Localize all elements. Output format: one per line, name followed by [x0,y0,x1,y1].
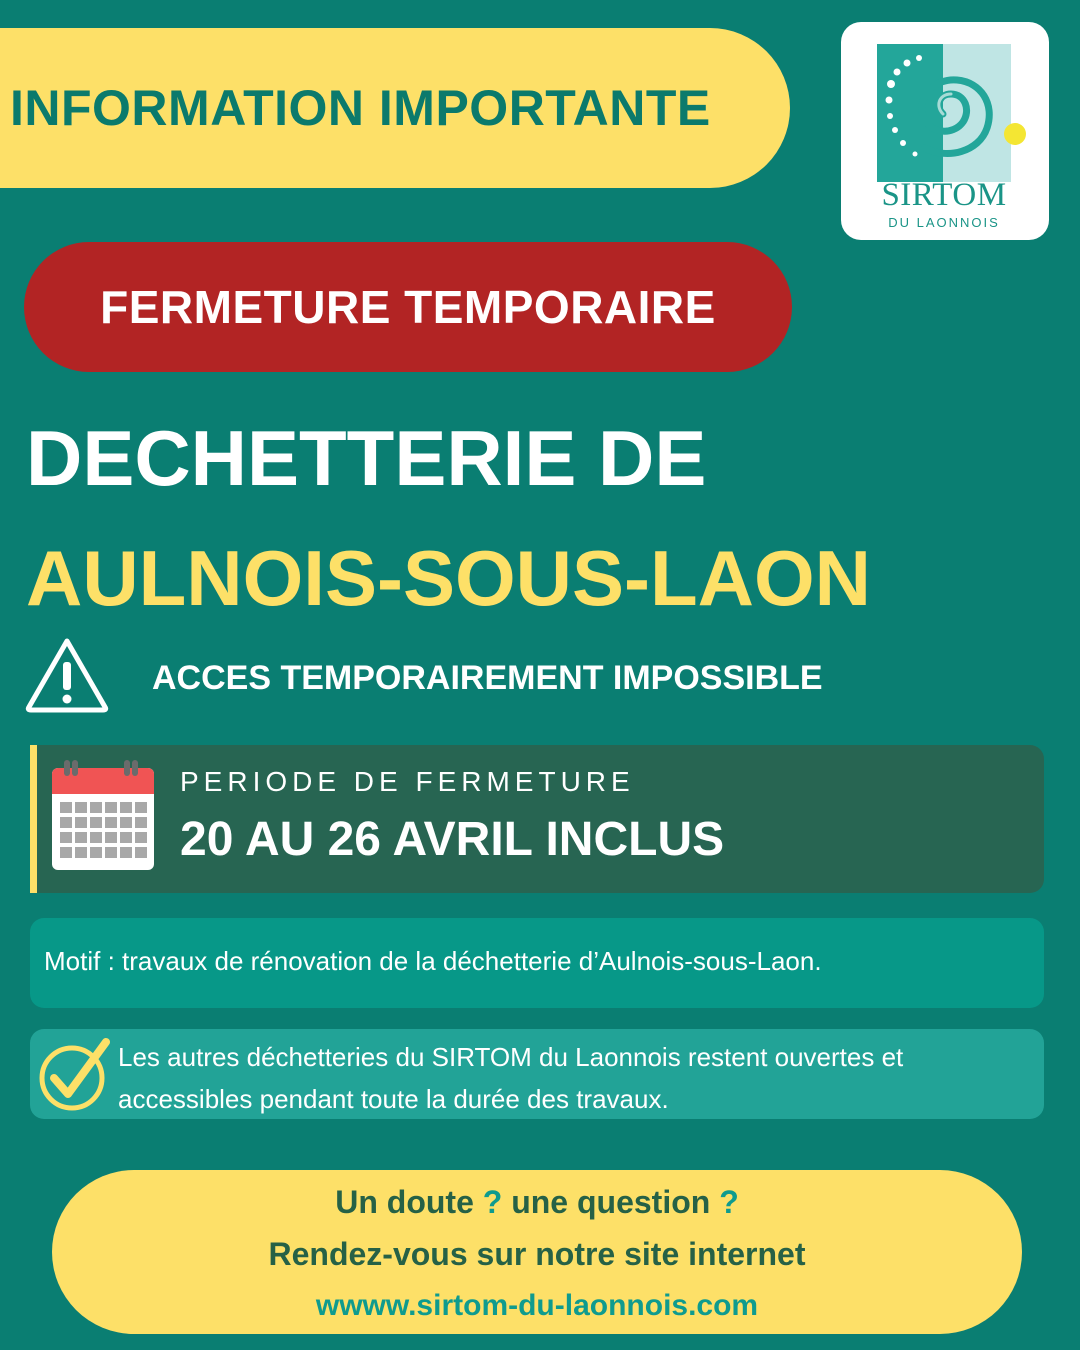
info-header-pill [0,28,790,188]
footer-question [52,1180,1022,1224]
warning-text: ACCES TEMPORAIREMENT IMPOSSIBLE [152,659,823,697]
header-title: INFORMATION IMPORTANTE [10,80,711,136]
logo-spiral-icon [877,44,1027,184]
footer-cta: Rendez-vous sur notre site internet [268,1236,806,1272]
check-icon [36,1036,110,1114]
closure-banner [24,242,792,372]
page-title-line2: AULNOIS-SOUS-LAON [26,534,871,622]
motif-text: Motif : travaux de rénovation de la déchetterie d’Aulnois-sous-Laon. [44,946,822,976]
period-dates: 20 AU 26 AVRIL INCLUS [180,813,725,866]
page-title-line1: DECHETTERIE DE [26,414,707,502]
other-dechetteries-text: Les autres déchetteries du SIRTOM du Laonnois restent ouvertes et accessibles pendant toute la durée des travaux. [118,1042,904,1114]
logo-subtitle: DU LAONNOIS [888,215,1000,230]
footer-q1: Un doute [335,1184,474,1220]
period-accent-bar [30,745,37,893]
period-label: PERIODE DE FERMETURE [180,766,635,797]
footer-q2: une question [511,1184,711,1220]
logo-name: SIRTOM [881,177,1007,213]
closure-banner-label: FERMETURE TEMPORAIRE [100,281,716,333]
calendar-icon [50,760,156,872]
question-mark-2: ? [719,1184,739,1220]
website-link[interactable]: wwww.sirtom-du-laonnois.com [315,1289,759,1322]
warning-icon [24,636,110,714]
question-mark-1: ? [482,1184,503,1220]
